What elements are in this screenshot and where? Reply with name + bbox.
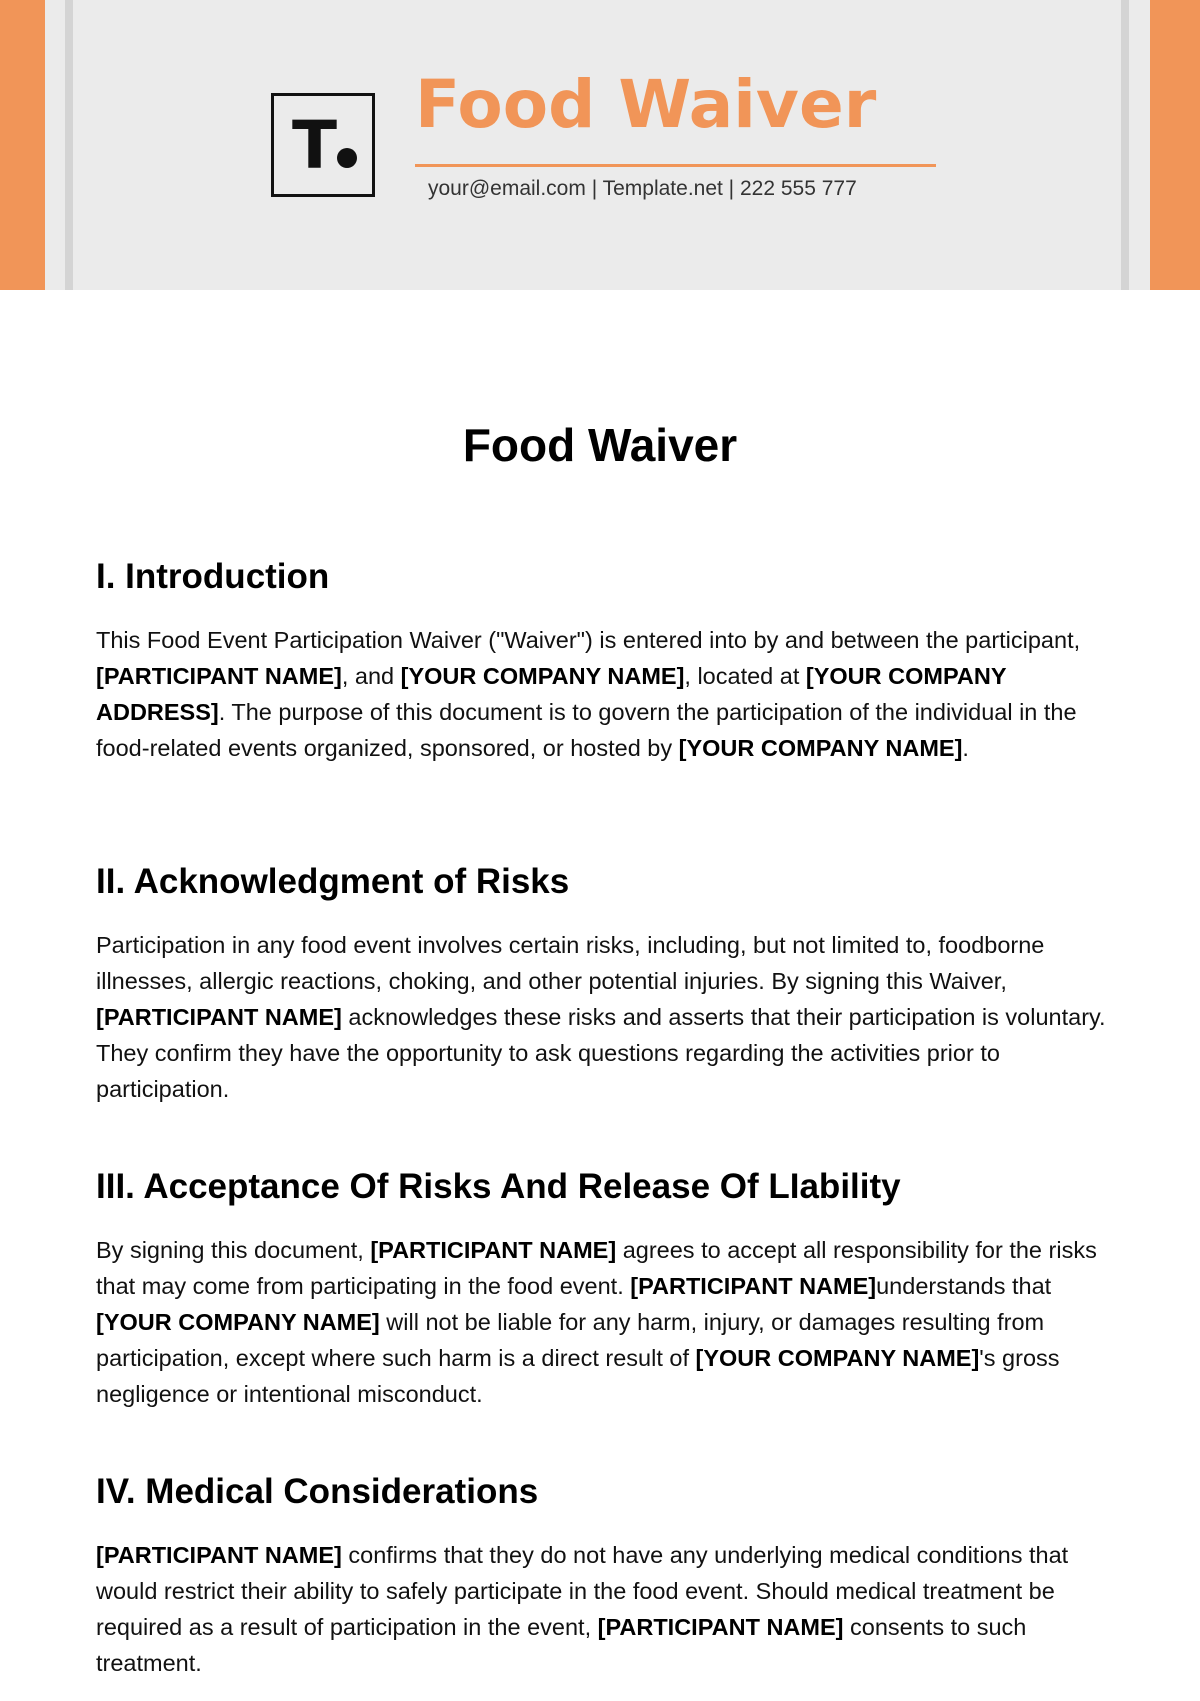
logo-letter: T [292, 107, 338, 184]
section-heading-introduction: I. Introduction [96, 557, 330, 596]
placeholder-field: [PARTICIPANT NAME] [96, 1542, 342, 1568]
placeholder-field: [PARTICIPANT NAME] [630, 1273, 877, 1299]
header-band [0, 0, 1200, 290]
document-title: Food Waiver [462, 419, 738, 471]
section-heading-release: III. Acceptance Of Risks And Release Of LIability [96, 1167, 901, 1206]
placeholder-field: [YOUR COMPANY NAME] [695, 1345, 980, 1371]
template-logo-icon [271, 93, 375, 197]
gray-stripe-left [65, 0, 73, 290]
placeholder-field: [YOUR COMPANY NAME] [678, 735, 963, 761]
placeholder-field: [YOUR COMPANY ADDRESS] [96, 663, 1007, 725]
placeholder-field: [PARTICIPANT NAME] [370, 1237, 617, 1263]
accent-stripe-right [1150, 0, 1200, 290]
placeholder-field: [PARTICIPANT NAME] [96, 663, 342, 689]
brand-title: Food Waiver [415, 66, 877, 143]
accent-stripe-left [0, 0, 45, 290]
section-body-introduction: This Food Event Participation Waiver ("Waiver") is entered into by and between the participant, [PARTICIPANT NAME], and [YOUR COMPANY NAME], located at [YOUR COMPANY ADDRESS]. The purpose of this document is to govern the participation of the individual in the food-related events organized, sponsored, or hosted by [YOUR COMPANY NAME]. [96, 627, 1081, 761]
placeholder-field: [YOUR COMPANY NAME] [96, 1309, 380, 1335]
placeholder-field: [PARTICIPANT NAME] [96, 1004, 342, 1030]
contact-line: your@email.com | Template.net | 222 555 777 [428, 177, 857, 200]
section-body-risks: Participation in any food event involves certain risks, including, but not limited to, foodborne illnesses, allergic reactions, choking, and other potential injuries. By signing this Waiver, [PARTICIPANT NAME] acknowledges these risks and asserts that their participation is voluntary. They confirm they have the opportunity to ask questions regarding the activities prior to participation. [96, 932, 1106, 1102]
gray-stripe-right [1121, 0, 1129, 290]
brand-divider [415, 164, 936, 167]
logo-dot-icon [337, 148, 357, 168]
section-body-medical: [PARTICIPANT NAME] confirms that they do not have any underlying medical conditions that would restrict their ability to safely participate in the food event. Should medical treatment be required as a result of participation in the event, [PARTICIPANT NAME] consents to such treatment. [96, 1542, 1069, 1676]
placeholder-field: [YOUR COMPANY NAME] [400, 663, 685, 689]
section-heading-risks: II. Acknowledgment of Risks [96, 862, 570, 901]
section-heading-medical: IV. Medical Considerations [96, 1472, 539, 1511]
section-body-release: By signing this document, [PARTICIPANT NAME] agrees to accept all responsibility for the risks that may come from participating in the food event. [PARTICIPANT NAME]understands that [YOUR COMPANY NAME] will not be liable for any harm, injury, or damages resulting from participation, except where such harm is a direct result of [YOUR COMPANY NAME]'s gross negligence or intentional misconduct. [96, 1237, 1097, 1407]
placeholder-field: [PARTICIPANT NAME] [597, 1614, 844, 1640]
